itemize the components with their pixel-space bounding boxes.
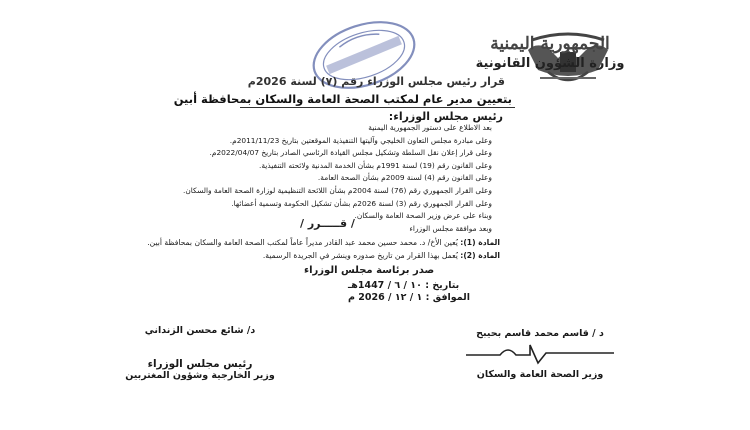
prelude-item: وعلى القرار الجمهوري رقم (3) لسنة 2026م بشأن تشكيل الحكومة وتسمية أعضائها. bbox=[231, 198, 492, 208]
header-block bbox=[470, 34, 630, 71]
minister-title: وزير الصحة العامة والسكان bbox=[476, 369, 604, 380]
pm-title: رئيس مجلس الوزراء bbox=[147, 358, 253, 370]
article-text: يُعين الأخ/ د. محمد حسين محمد عبد القادر مديراً عاماً لمكتب الصحة العامة والسكان بمحافظة أبين. bbox=[147, 238, 458, 247]
signature-icon bbox=[460, 341, 620, 367]
article-item bbox=[10, 236, 500, 249]
pm-name: د/ شائع محسن الزنداني bbox=[144, 325, 256, 336]
prelude-item: وعلى مبادرة مجلس التعاون الخليجي وآليتها التنفيذية الموقعتين بتاريخ 2011/11/23م. bbox=[229, 135, 492, 145]
decision-heading: / قـــــرر / bbox=[300, 217, 355, 230]
date-hijri-value: ١٠ / ٦ / 1447هـ bbox=[348, 280, 422, 291]
article-text: يُعمل بهذا القرار من تاريخ صدوره وينشر في الجريدة الرسمية. bbox=[262, 251, 458, 260]
date-greg-label: الموافق : bbox=[425, 292, 470, 303]
prelude-item: وبناء على عرض وزير الصحة العامة والسكان. bbox=[354, 211, 492, 221]
signature-block-minister bbox=[445, 328, 635, 380]
issued-by: صدر برئاسة مجلس الوزراء bbox=[304, 265, 435, 276]
prelude-item: وبعد موافقة مجلس الوزراء bbox=[409, 223, 492, 233]
article-label: المادة (2): bbox=[460, 251, 500, 260]
minister-name: د / قاسم محمد قاسم بحيبح bbox=[476, 328, 604, 339]
date-greg-row bbox=[348, 292, 470, 303]
decree-title: قرار رئيس مجلس الوزراء رقم (٧) لسنة 2026م bbox=[247, 75, 505, 88]
date-hijri-row bbox=[348, 280, 459, 291]
title-underline bbox=[240, 107, 515, 108]
prelude-item: وعلى القانون رقم (4) لسنة 2009م بشأن الصحة العامة. bbox=[317, 173, 492, 183]
date-hijri-label: بتاريخ : bbox=[425, 280, 460, 291]
articles-list bbox=[10, 236, 500, 262]
date-greg-value: ١ / ١٢ / 2026 م bbox=[348, 292, 423, 303]
prelude-list bbox=[72, 122, 492, 235]
ministry-name: وزارة الشؤون القانونية bbox=[475, 56, 625, 71]
decree-subject: بتعيين مدير عام لمكتب الصحة العامة والسكان بمحافظة أبين bbox=[173, 92, 512, 106]
prelude-item: بعد الاطلاع على دستور الجمهورية اليمنية bbox=[368, 123, 492, 132]
prelude-item: وعلى القرار الجمهوري رقم (76) لسنة 2004م بشأن اللائحة التنظيمية لوزارة الصحة العامة والسكان. bbox=[183, 185, 492, 195]
article-label: المادة (1): bbox=[460, 238, 500, 247]
prelude-item: وعلى القانون رقم (19) لسنة 1991م بشأن الخدمة المدنية ولائحته التنفيذية. bbox=[258, 160, 492, 170]
prelude-item: وعلى قرار إعلان نقل السلطة وتشكيل مجلس القيادة الرئاسي الصادر بتاريخ 2022/04/07م. bbox=[209, 148, 492, 158]
signature-block-pm bbox=[105, 325, 295, 381]
republic-name: الجمهورية اليمنية bbox=[490, 34, 610, 54]
article-item bbox=[10, 249, 500, 262]
body-heading: رئيس مجلس الوزراء: bbox=[388, 110, 503, 123]
pm-subtitle: وزير الخارجية وشؤون المغتربين bbox=[125, 370, 275, 381]
